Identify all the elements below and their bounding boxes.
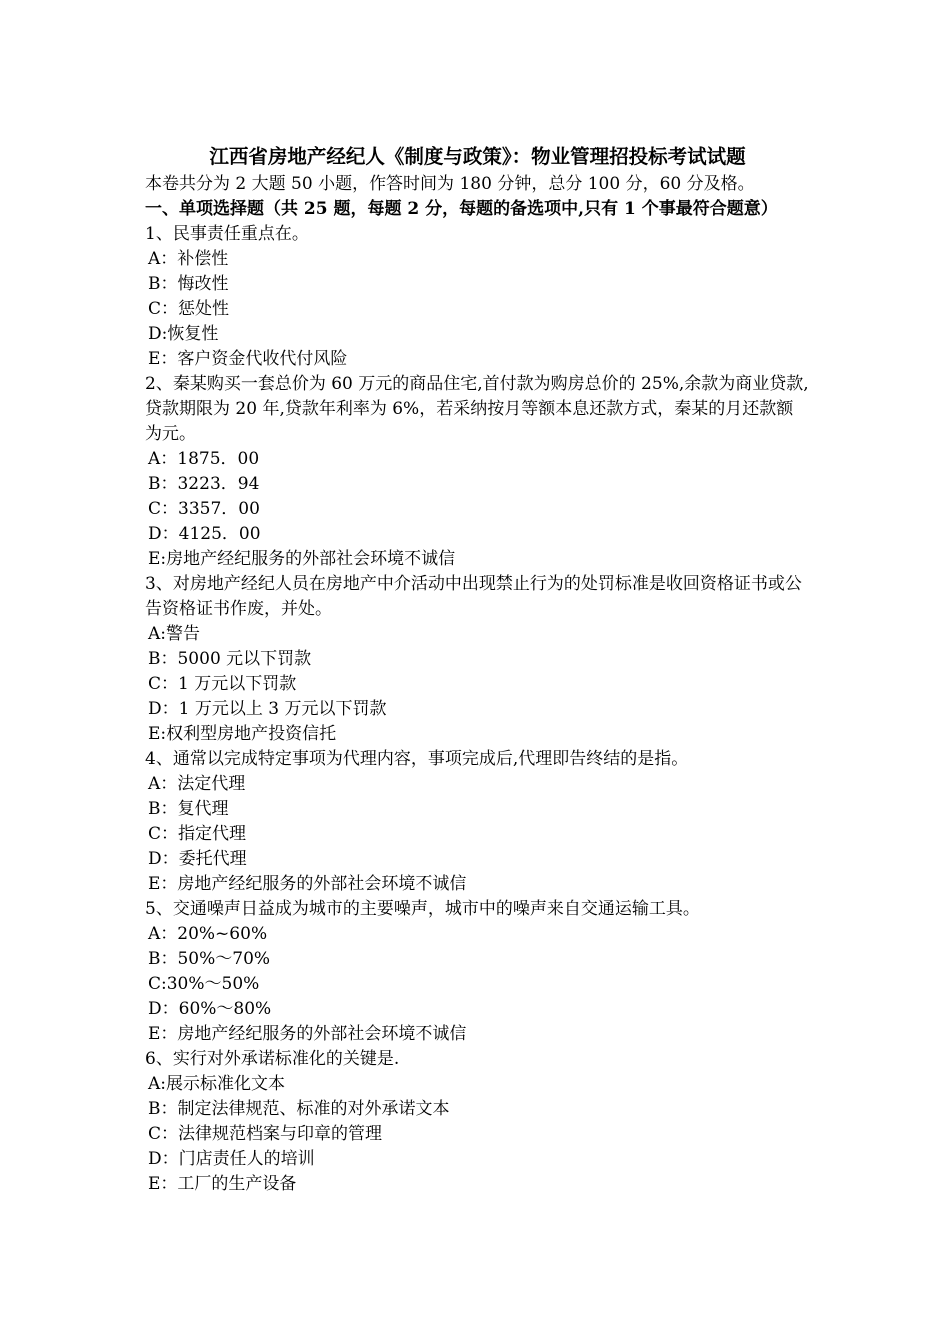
- answer-option: B：悔改性: [148, 274, 229, 294]
- answer-option: B：5000 元以下罚款: [148, 649, 312, 669]
- answer-option: D：4125．00: [148, 524, 261, 544]
- answer-option: B：复代理: [148, 799, 229, 819]
- answer-option: D：委托代理: [148, 849, 247, 869]
- answer-option: B：50%～70%: [148, 949, 271, 969]
- answer-option: C：惩处性: [148, 299, 230, 319]
- question-text: 3、对房地产经纪人员在房地产中介活动中出现禁止行为的处罚标准是收回资格证书或公告资格证书作废，并处。: [145, 574, 802, 619]
- answer-option: E：客户资金代收代付风险: [148, 349, 348, 369]
- question-block: [145, 372, 810, 572]
- document-page: [145, 142, 810, 1197]
- answer-option: A：补偿性: [148, 249, 229, 269]
- answer-option: C：法律规范档案与印章的管理: [148, 1124, 383, 1144]
- question-text: 4、通常以完成特定事项为代理内容，事项完成后,代理即告终结的是指。: [145, 749, 689, 769]
- answer-option: A：法定代理: [148, 774, 246, 794]
- answer-option: E：房地产经纪服务的外部社会环境不诚信: [148, 1024, 467, 1044]
- answer-option: D：60%～80%: [148, 999, 272, 1019]
- section-heading: 一、单项选择题（共 25 题，每题 2 分，每题的备选项中,只有 1 个事最符合题意）: [145, 199, 778, 219]
- answer-option: A：20%~60%: [148, 924, 268, 944]
- answer-option: D:恢复性: [148, 324, 219, 344]
- answer-option: B：3223．94: [148, 474, 260, 494]
- question-block: [145, 572, 810, 747]
- question-block: [145, 897, 810, 1047]
- question-list: [145, 222, 810, 1197]
- answer-option: C：指定代理: [148, 824, 247, 844]
- answer-option: D：1 万元以上 3 万元以下罚款: [148, 699, 387, 719]
- answer-option: B：制定法律规范、标准的对外承诺文本: [148, 1099, 450, 1119]
- answer-option: C：1 万元以下罚款: [148, 674, 297, 694]
- answer-option: A:警告: [148, 624, 201, 644]
- answer-option: E:房地产经纪服务的外部社会环境不诚信: [148, 549, 456, 569]
- answer-option: E:权利型房地产投资信托: [148, 724, 337, 744]
- answer-option: D：门店责任人的培训: [148, 1149, 315, 1169]
- answer-option: E：工厂的生产设备: [148, 1174, 297, 1194]
- question-block: [145, 1047, 810, 1197]
- question-text: 1、民事责任重点在。: [145, 224, 309, 244]
- question-text: 5、交通噪声日益成为城市的主要噪声，城市中的噪声来自交通运输工具。: [145, 899, 700, 919]
- answer-option: A:展示标准化文本: [148, 1074, 286, 1094]
- answer-option: C：3357．00: [148, 499, 260, 519]
- document-title: 江西省房地产经纪人《制度与政策》：物业管理招投标考试试题: [209, 145, 746, 168]
- answer-option: A：1875．00: [148, 449, 260, 469]
- question-text: 6、实行对外承诺标准化的关键是.: [145, 1049, 400, 1069]
- question-block: [145, 747, 810, 897]
- exam-intro: 本卷共分为 2 大题 50 小题，作答时间为 180 分钟，总分 100 分，60 分及格。: [145, 174, 755, 194]
- question-block: [145, 222, 810, 372]
- answer-option: C:30%～50%: [148, 974, 260, 994]
- answer-option: E：房地产经纪服务的外部社会环境不诚信: [148, 874, 467, 894]
- question-text: 2、秦某购买一套总价为 60 万元的商品住宅,首付款为购房总价的 25%,余款为商业贷款,贷款期限为 20 年,贷款年利率为 6%，若采纳按月等额本息还款方式，秦某的月还款额为元。: [145, 374, 809, 444]
